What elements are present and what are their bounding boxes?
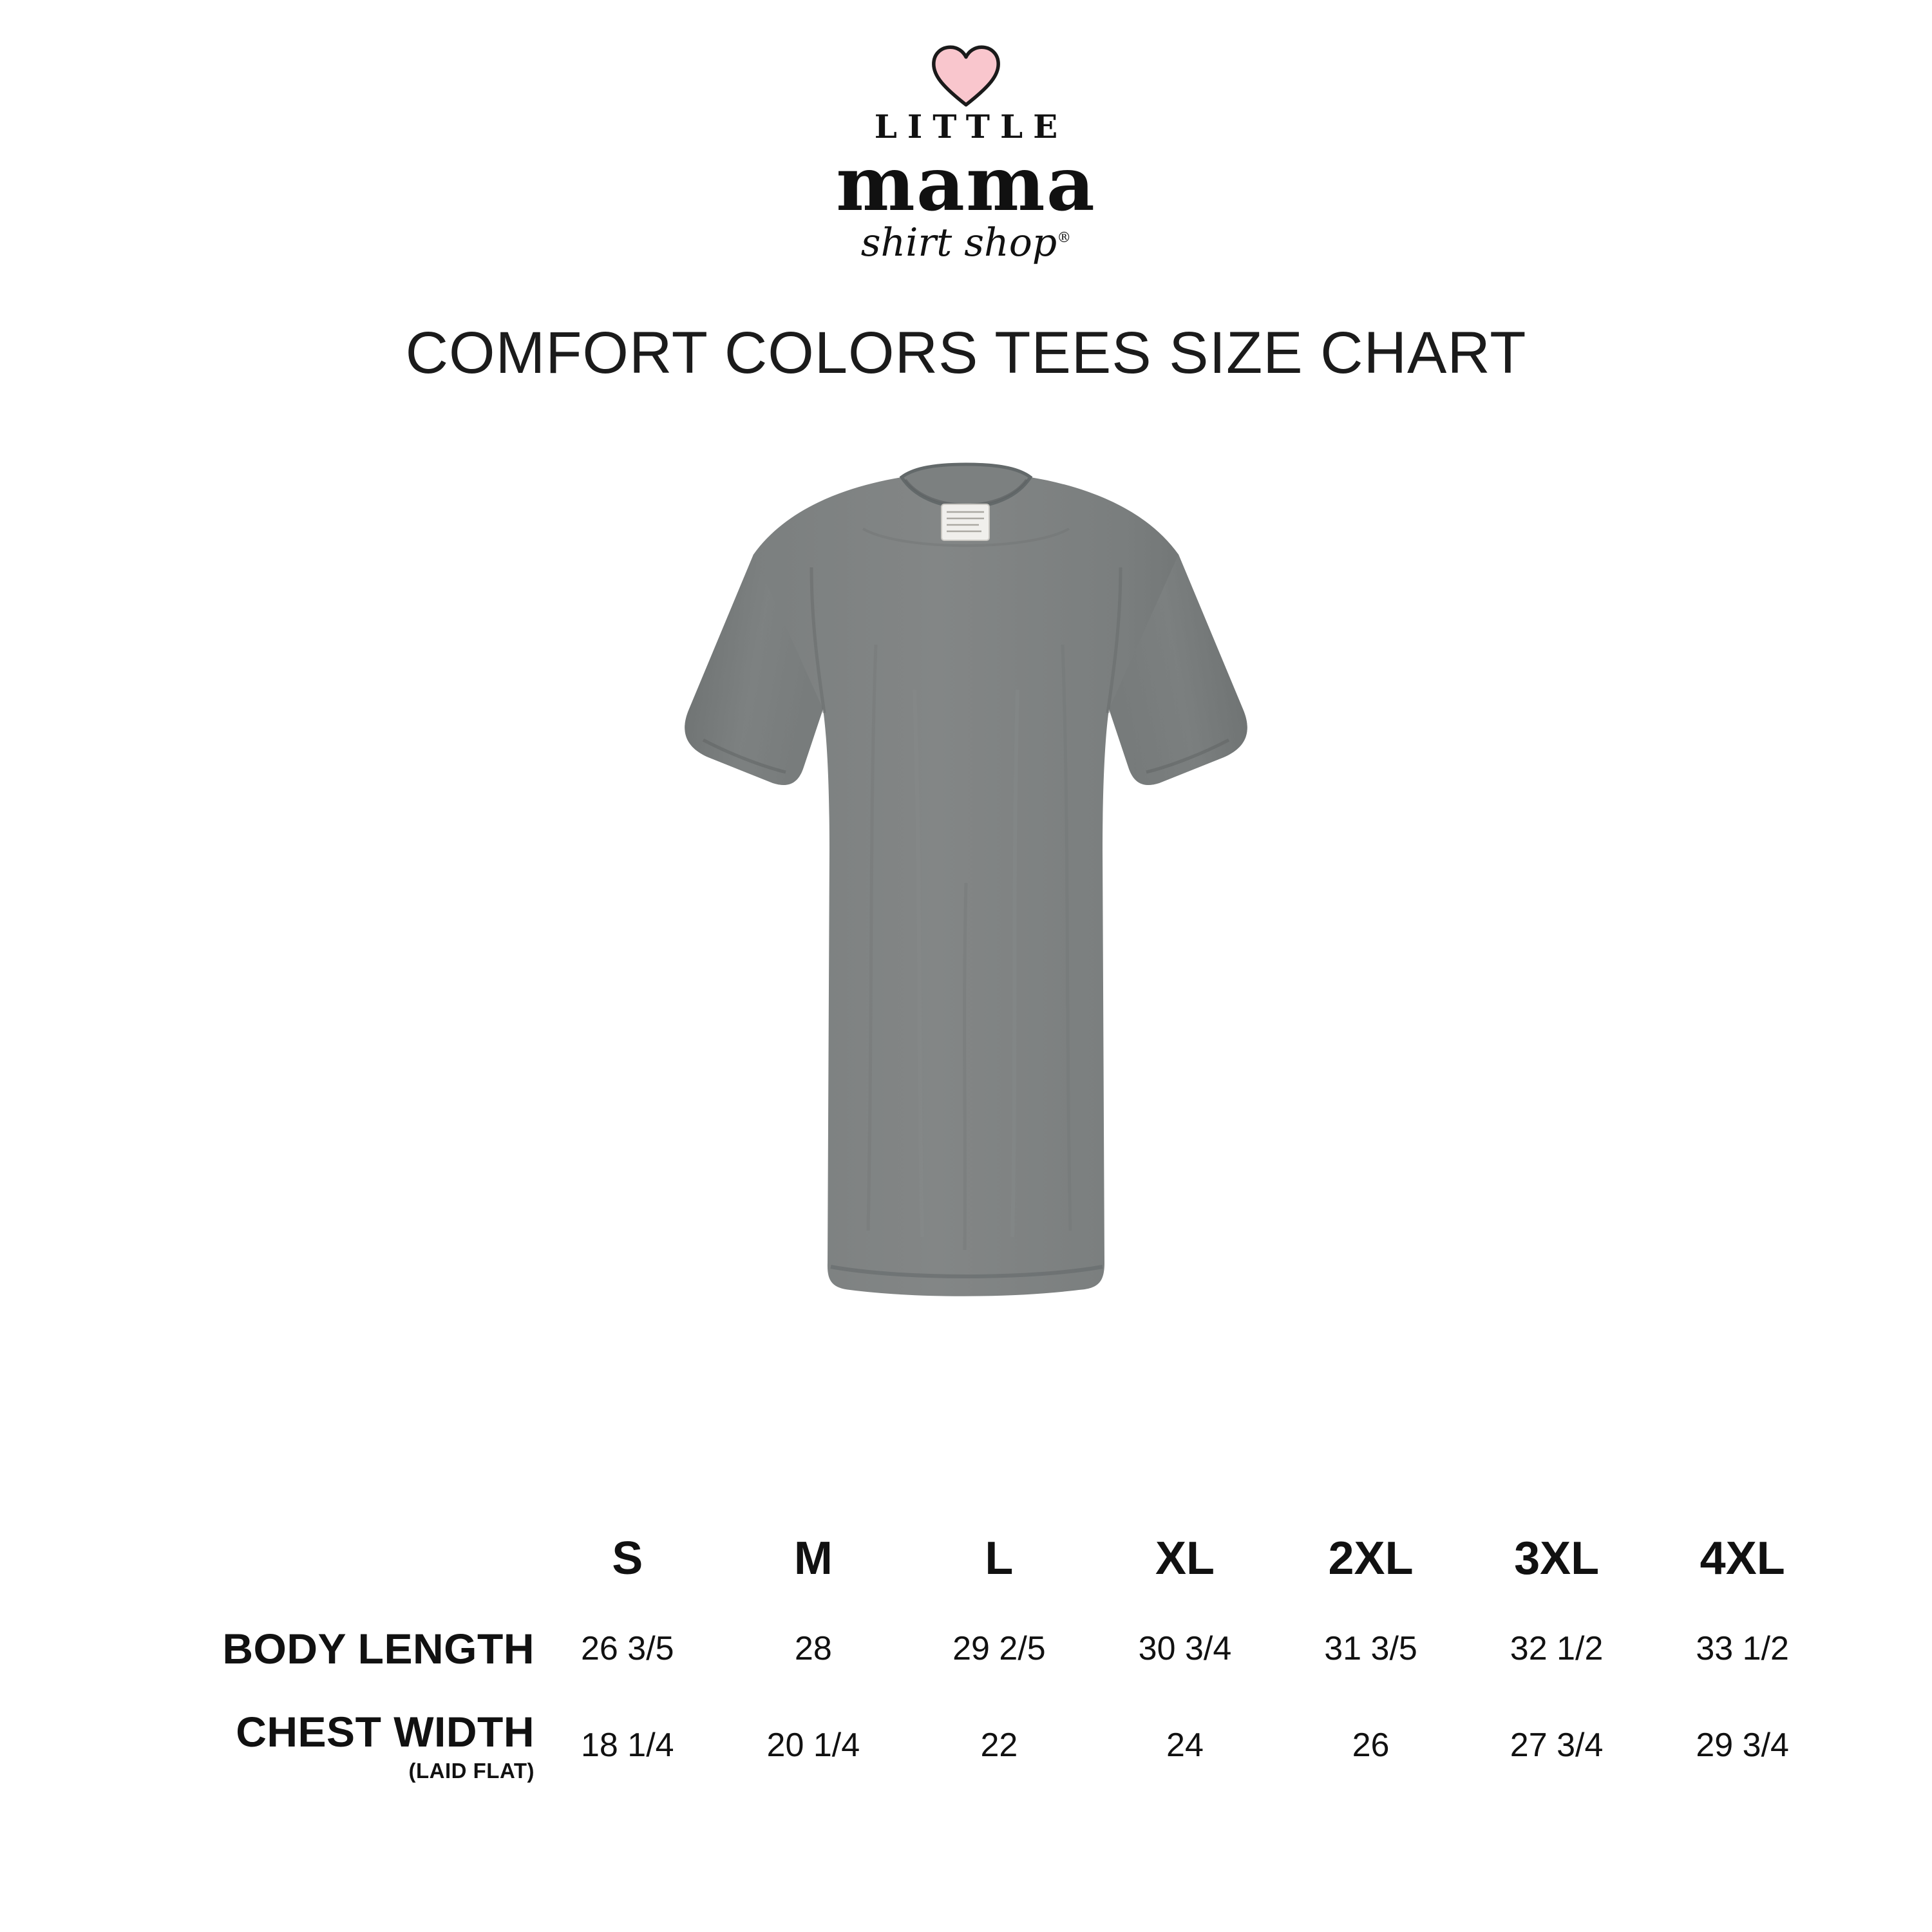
body-length-3xl: 32 1/2 <box>1510 1630 1604 1667</box>
row-label-chest-width-text: CHEST WIDTH <box>236 1708 535 1756</box>
heart-icon <box>931 45 1001 107</box>
chest-width-4xl: 29 3/4 <box>1696 1727 1789 1764</box>
brand-line-mama: mama <box>836 140 1096 228</box>
chest-width-l: 22 <box>980 1727 1018 1764</box>
size-chart-table-wrap <box>0 1517 1932 1794</box>
body-length-s: 26 3/5 <box>580 1630 674 1667</box>
brand-line-shirt-shop <box>0 222 1932 264</box>
row-label-chest-width-sublabel: (LAID FLAT) <box>408 1759 535 1783</box>
chest-width-s: 18 1/4 <box>580 1727 674 1764</box>
comfort-colors-tee-photo <box>451 432 1481 1366</box>
size-header-m: M <box>793 1533 833 1584</box>
brand-shirt-shop-text: shirt shop <box>860 220 1057 265</box>
size-header-l: L <box>985 1533 1014 1584</box>
size-header-3xl: 3XL <box>1514 1533 1600 1584</box>
body-length-l: 29 2/5 <box>952 1630 1046 1667</box>
table-header-row <box>97 1517 1835 1600</box>
row-label-body-length <box>97 1600 535 1697</box>
brand-logo <box>0 0 1932 264</box>
chest-width-2xl: 26 <box>1352 1727 1390 1764</box>
brand-line-little: LITTLE <box>874 108 1068 146</box>
table-row <box>97 1600 1835 1697</box>
row-label-chest-width <box>97 1697 535 1794</box>
chest-width-xl: 24 <box>1166 1727 1204 1764</box>
page-title: COMFORT COLORS TEES SIZE CHART <box>405 319 1527 386</box>
product-image-area <box>0 432 1932 1398</box>
size-header-4xl: 4XL <box>1700 1533 1785 1584</box>
registered-mark: ® <box>1057 229 1072 246</box>
body-length-m: 28 <box>794 1630 832 1667</box>
chest-width-3xl: 27 3/4 <box>1510 1727 1604 1764</box>
size-header-s: S <box>612 1533 643 1584</box>
chest-width-m: 20 1/4 <box>766 1727 860 1764</box>
size-header-xl: XL <box>1155 1533 1215 1584</box>
table-row <box>97 1697 1835 1794</box>
size-header-2xl: 2XL <box>1328 1533 1414 1584</box>
body-length-4xl: 33 1/2 <box>1696 1630 1789 1667</box>
body-length-2xl: 31 3/5 <box>1324 1630 1417 1667</box>
body-length-xl: 30 3/4 <box>1138 1630 1232 1667</box>
header-corner-blank <box>97 1517 535 1600</box>
row-label-body-length-text: BODY LENGTH <box>222 1625 535 1672</box>
size-chart-table <box>97 1517 1835 1794</box>
